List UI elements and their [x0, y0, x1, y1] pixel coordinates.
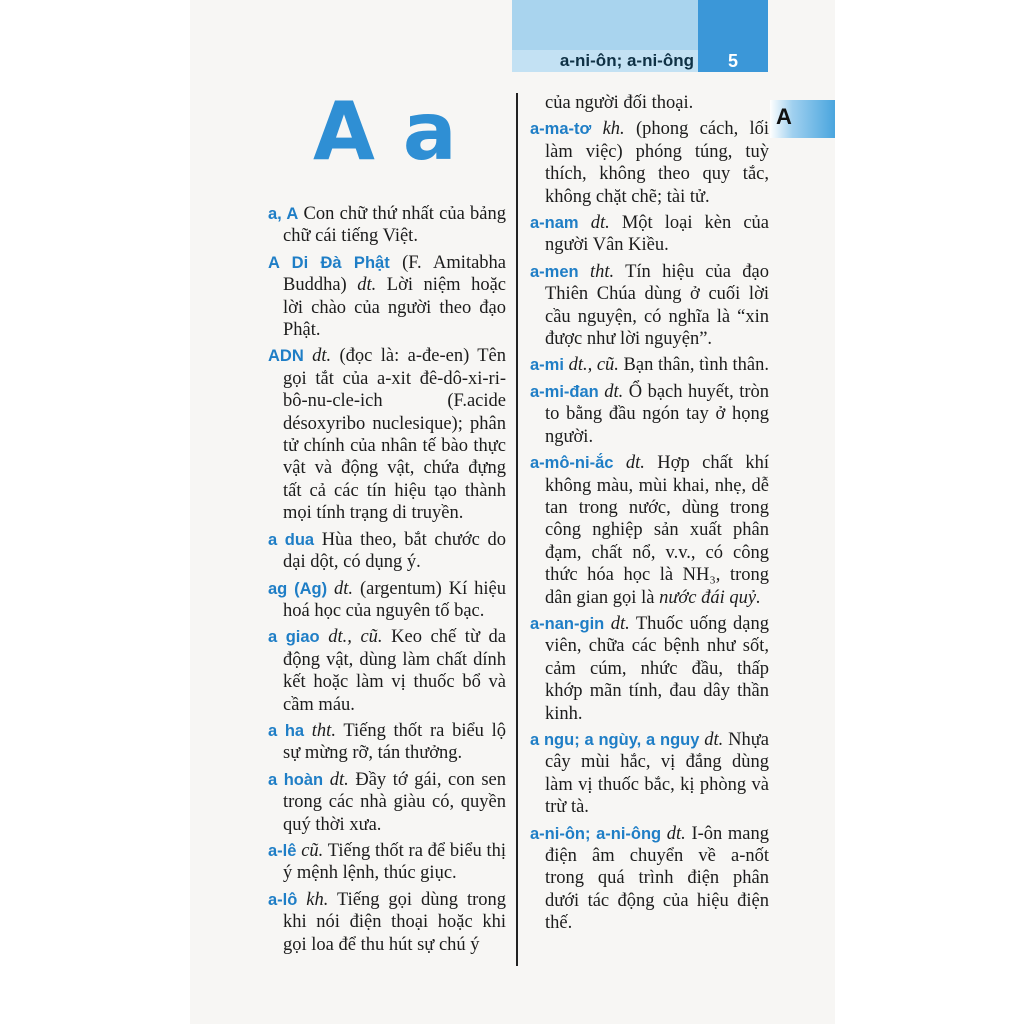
entry-pos: dt.: [625, 453, 645, 474]
dictionary-entry: [268, 578, 506, 623]
entry-headword: A Di Đà Phật: [268, 253, 390, 272]
entry-definition: Tiếng thốt ra biểu lộ sự mừng rỡ, tán thưởng.: [283, 720, 506, 764]
entry-headword: a-ma-tơ: [530, 120, 592, 139]
entry-definition: Ổ bạch huyết, tròn to bằng đầu ngón tay ở họng người.: [545, 381, 770, 447]
dictionary-entry: [530, 381, 769, 448]
running-head: a-ni-ôn; a-ni-ông: [559, 51, 694, 70]
entry-headword: a-lô: [268, 890, 298, 909]
dictionary-entry: [268, 345, 506, 524]
dictionary-entry: [530, 212, 769, 257]
entry-pos: tht.: [589, 261, 615, 282]
entry-definition: Hùa theo, bắt chước do dại dột, có dụng ý.: [283, 529, 506, 573]
entry-definition: Đầy tớ gái, con sen trong các nhà giàu có, quyền quý thời xưa.: [283, 769, 507, 835]
entry-definition: I-ôn mang điện âm chuyển về a-nốt trong quá trình điện phân dưới tác động của hiệu điện thế.: [545, 823, 769, 934]
entry-headword: ADN: [268, 347, 304, 366]
dictionary-entry: [268, 252, 506, 342]
entry-definition: (đọc là: a-đe-en) Tên gọi tắt của a-xit đê-dô-xi-ri-bô-nu-cle-ich (F.acide désoxyribo nuclesique); phân tử chính của nhân tế bào thực vật và động vật, chứa đựng tất cả các tín hiệu tạo thành mọi tính trạng di truyền.: [283, 346, 507, 524]
entry-definition: Bạn thân, tình thân.: [623, 355, 769, 376]
entry-headword: a-nan-gin: [530, 614, 605, 633]
entry-pos: dt.: [312, 346, 332, 367]
entry-definition: Một loại kèn của người Vân Kiều.: [545, 213, 770, 256]
section-letter: A a: [313, 85, 457, 178]
entry-definition: Con chữ thứ nhất của bảng chữ cái tiếng Việt.: [283, 204, 506, 247]
entry-headword: a-lê: [268, 841, 297, 860]
entry-definition: Hợp chất khí không màu, mùi khai, nhẹ, dễ tan trong nước, dùng trong công nghiệp sản xuất phân đạm, chất nổ, v.v., có công thức hóa học là NH₃, trong dân gian gọi là: [545, 453, 769, 608]
entry-definition: Tín hiệu của đạo Thiên Chúa dùng ở cuối lời cầu nguyện, có nghĩa là “xin được như lời nguyện”.: [545, 261, 769, 350]
dictionary-entry: [268, 889, 506, 956]
entry-headword: a-mi-đan: [530, 382, 599, 401]
dictionary-entry: [268, 626, 506, 716]
entry-pos: dt.: [704, 729, 724, 750]
dictionary-entry: [530, 118, 769, 208]
entry-pos: dt.: [666, 823, 686, 844]
entry-pos: kh.: [306, 889, 329, 910]
entry-continuation: của người đối thoại.: [545, 93, 694, 113]
entry-pos: dt.: [604, 381, 624, 402]
dictionary-entry: [268, 529, 506, 574]
entry-pos: dt.: [334, 578, 354, 599]
dictionary-entry: [268, 769, 506, 836]
entry-definition-italic: nước đái quỷ.: [659, 587, 761, 608]
entry-headword: a ngu; a ngùy, a nguy: [530, 730, 700, 749]
entry-definition: Thuốc uống dạng viên, chữa các bệnh như sốt, cảm cúm, nhức đầu, thấp khớp mãn tính, đau dây thần kinh.: [545, 613, 769, 724]
entry-definition: (phong cách, lối làm việc) phóng túng, tuỳ thích, không theo quy tắc, không chặt chẽ; tài tử.: [545, 119, 770, 207]
entry-pos: dt.: [610, 613, 630, 634]
dictionary-entry: [268, 720, 506, 765]
entry-headword: a-men: [530, 262, 579, 281]
dictionary-entry: [530, 613, 769, 725]
dictionary-entry: [268, 840, 506, 885]
dictionary-entry: [268, 203, 506, 248]
entry-headword: a giao: [268, 628, 320, 647]
entry-pos: kh.: [602, 119, 625, 140]
entry-definition: Nhựa cây mùi hắc, vị đắng dùng làm vị thuốc bắc, kị phòng và trừ tà.: [545, 729, 770, 818]
entry-pos: cũ.: [301, 840, 324, 861]
page-number: 5: [727, 51, 738, 71]
entry-pos: dt.: [590, 213, 610, 234]
entry-definition: (F. Amitabha Buddha): [283, 252, 507, 296]
entry-headword: a-mô-ni-ắc: [530, 454, 614, 473]
dictionary-entry: [530, 823, 769, 935]
entry-definition: Keo chế từ da động vật, dùng làm chất dính kết hoặc làm vị thuốc bổ và cầm máu.: [283, 627, 507, 715]
dictionary-entry: [530, 729, 769, 819]
dictionary-entry: [530, 261, 769, 351]
column-divider: [516, 93, 518, 966]
entry-definition: Tiếng gọi dùng trong khi nói điện thoại hoặc khi gọi loa để thu hút sự chú ý: [283, 889, 506, 955]
entry-headword: a-mi: [530, 356, 564, 375]
header-band: [512, 0, 698, 50]
entry-headword: a dua: [268, 530, 315, 549]
entry-pos: dt., cũ.: [568, 355, 619, 376]
dictionary-entry: [530, 354, 769, 376]
entry-pos: dt.: [329, 769, 349, 790]
dictionary-entry: [530, 452, 769, 609]
left-column: [268, 203, 506, 960]
entry-definition: Lời niệm hoặc lời chào của người theo đạo Phật.: [283, 275, 506, 341]
right-column: [530, 92, 769, 939]
entry-headword: a, A: [268, 205, 299, 223]
thumb-tab-letter: A: [776, 104, 792, 129]
entry-headword: ag (Ag): [268, 579, 328, 598]
entry-definition: Tiếng thốt ra để biểu thị ý mệnh lệnh, thúc giục.: [283, 840, 507, 884]
entry-headword: a-nam: [530, 214, 579, 233]
entry-pos: dt., cũ.: [328, 627, 383, 648]
entry-headword: a ha: [268, 721, 305, 740]
entry-definition: (argentum) Kí hiệu hoá học của nguyên tố bạc.: [283, 578, 507, 621]
entry-pos: dt.: [357, 275, 377, 296]
entry-headword: a hoàn: [268, 770, 324, 789]
entry-pos: tht.: [311, 720, 336, 741]
entry-headword: a-ni-ôn; a-ni-ông: [530, 824, 662, 843]
